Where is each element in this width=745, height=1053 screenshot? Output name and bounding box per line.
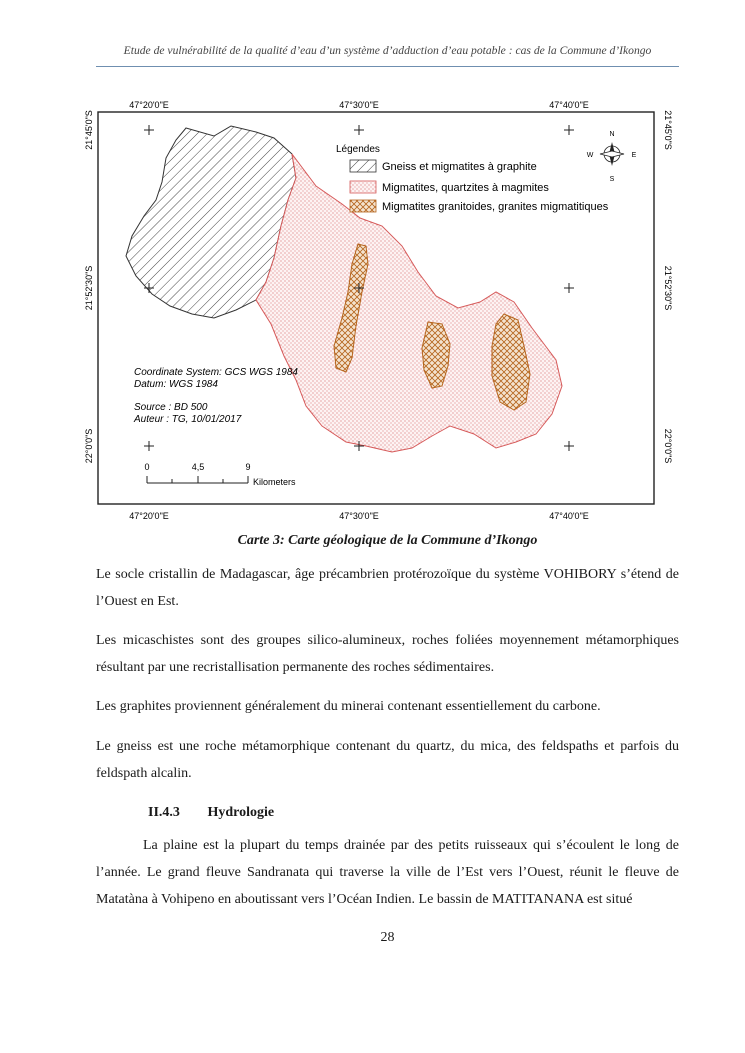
- scale-unit: Kilometers: [253, 477, 296, 487]
- compass-east: E: [631, 152, 637, 159]
- coord-left-1: 21°45'0"S: [84, 110, 94, 150]
- paragraph-hydrology: La plaine est la plupart du temps drainée par des petits ruisseaux qui s’écoulent le long de l’année. Le grand fleuve Sandranata qui traverse la ville de l’Est vers l’Ouest, réunit le fleuve de Matatàna à Vohipeno en aboutissant vers l’Océan Indien. Le bassin de MATITANANA est situé: [96, 838, 679, 907]
- paragraph-gneiss: Le gneiss est une roche métamorphique contenant du quartz, du mica, des feldspaths et parfois du feldspath alcalin.: [96, 739, 679, 781]
- coord-right-3: 22°0'0"S: [663, 428, 673, 464]
- compass-south: S: [609, 176, 615, 183]
- section-title: Hydrologie: [207, 805, 275, 820]
- info-source: Source : BD 500: [134, 402, 208, 413]
- running-header: Etude de vulnérabilité de la qualité d’eau d’un système d’adduction d’eau potable : cas de la Commune d’Ikongo: [123, 44, 652, 57]
- info-coordinate-system: Coordinate System: GCS WGS 1984: [134, 367, 298, 378]
- coord-right-2: 21°52'30"S: [663, 265, 673, 311]
- coord-left-3: 22°0'0"S: [84, 428, 94, 464]
- coord-left-2: 21°52'30"S: [84, 265, 94, 311]
- page-number: 28: [380, 930, 395, 945]
- info-datum: Datum: WGS 1984: [134, 379, 218, 390]
- coord-right-1: 21°45'0"S: [663, 110, 673, 150]
- coord-bottom-3: 47°40'0"E: [549, 511, 589, 521]
- map-caption: Carte 3: Carte géologique de la Commune d’Ikongo: [237, 533, 538, 548]
- scale-label-0: 0: [144, 462, 150, 472]
- coord-bottom-1: 47°20'0"E: [129, 511, 169, 521]
- scale-label-mid: 4,5: [191, 462, 205, 472]
- paragraph-socle: Le socle cristallin de Madagascar, âge précambrien protérozoïque du système VOHIBORY s’étend de l’Ouest en Est.: [96, 567, 679, 609]
- legend-swatch-migmatites: [350, 181, 376, 193]
- legend-item-migmatites: Migmatites, quartzites à magmites: [382, 182, 549, 194]
- compass-west: W: [586, 152, 594, 159]
- compass-north: N: [609, 131, 615, 138]
- section-number: II.4.3: [148, 805, 180, 820]
- legend-item-gneiss: Gneiss et migmatites à graphite: [382, 161, 537, 173]
- section-heading: [148, 805, 274, 821]
- geological-map: [84, 96, 679, 526]
- legend-title: Légendes: [336, 144, 380, 155]
- legend-swatch-granitoids: [350, 200, 376, 212]
- paragraph-micaschistes: Les micaschistes sont des groupes silico-alumineux, roches foliées moyennement métamorphiques résultant par une recristallisation permanente des roches sédimentaires.: [96, 633, 679, 675]
- info-author: Auteur : TG, 10/01/2017: [134, 414, 242, 425]
- legend-item-granitoids: Migmatites granitoides, granites migmatitiques: [382, 201, 609, 213]
- scale-label-max: 9: [245, 462, 251, 472]
- coord-top-1: 47°20'0"E: [129, 100, 169, 110]
- coord-top-2: 47°30'0"E: [339, 100, 379, 110]
- header-rule: [96, 66, 679, 67]
- coord-bottom-2: 47°30'0"E: [339, 511, 379, 521]
- coord-top-3: 47°40'0"E: [549, 100, 589, 110]
- paragraph-graphites: Les graphites proviennent généralement du minerai contenant essentiellement du carbone.: [96, 699, 601, 714]
- legend-swatch-gneiss: [350, 160, 376, 172]
